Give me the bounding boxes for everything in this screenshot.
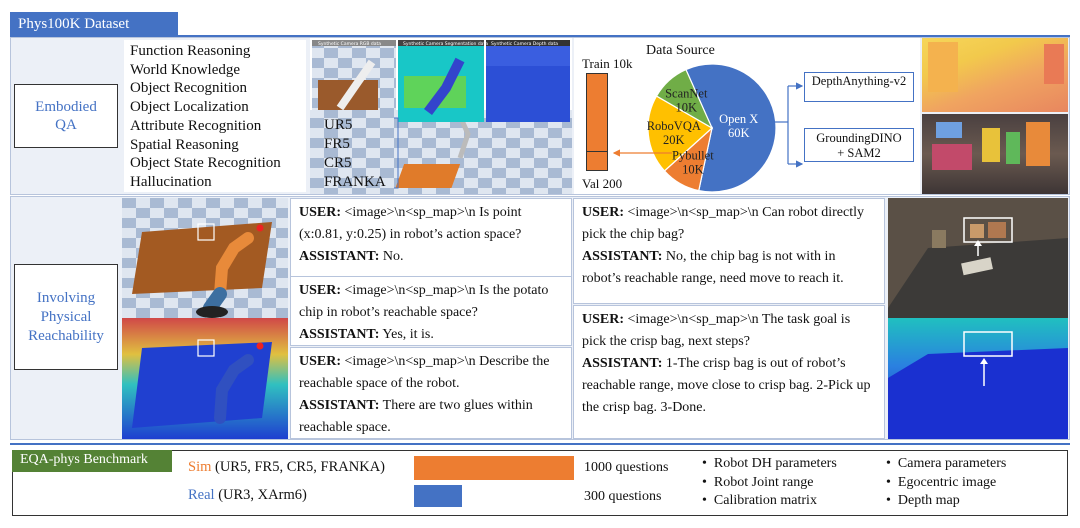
sim-tab-depth: Synthetic Camera Depth data — [491, 42, 559, 47]
real-question-count: 300 questions — [584, 489, 662, 504]
sim-question-count: 1000 questions — [584, 460, 669, 475]
user-question-2: <image>\n<sp_map>\n Is the potato chip in robot’s reachable space? — [299, 283, 549, 320]
assistant-answer-2: Yes, it is. — [382, 327, 434, 342]
sim-benchmark-label — [188, 459, 385, 476]
pie-value-scannet: 10K — [675, 100, 698, 115]
pie-arrows — [604, 60, 804, 190]
benchmark-title-tab — [12, 450, 172, 472]
real-questions-bar — [414, 485, 462, 507]
real-rgb-image — [888, 198, 1068, 318]
pie-label-pybullet: Pybullet — [672, 148, 714, 163]
qa-cell-3 — [290, 347, 572, 439]
task-item: Spatial Reasoning — [130, 136, 239, 153]
dataset-title: Phys100K Dataset — [18, 16, 130, 32]
robot-item: UR5 — [324, 117, 353, 133]
feature-item: • Egocentric image — [886, 474, 997, 490]
feature-item: • Robot DH parameters — [702, 456, 837, 471]
task-item: Attribute Recognition — [130, 117, 262, 134]
feature-list-2 — [886, 455, 1006, 511]
robot-list — [324, 116, 394, 192]
assistant-answer-4: No, the chip bag is not with in robot’s reachable range, need move to reach it. — [582, 249, 844, 286]
user-tag: USER: — [582, 205, 625, 220]
feature-list-1 — [702, 455, 837, 511]
depth-estimation-image — [922, 38, 1068, 112]
user-tag: USER: — [299, 205, 342, 220]
qa-cell-1 — [290, 198, 572, 282]
pie-value-robovqa: 20K — [663, 133, 685, 148]
user-tag: USER: — [582, 312, 625, 327]
sim-tab-seg: Synthetic Camera Segmentation data — [403, 42, 488, 47]
pie-label-scannet: ScanNet — [665, 86, 708, 101]
depth-model-box — [804, 72, 914, 102]
assistant-tag: ASSISTANT: — [299, 327, 380, 342]
user-question-4: <image>\n<sp_map>\n Can robot directly pick the chip bag? — [582, 205, 864, 242]
sim-robots: (UR5, FR5, CR5, FRANKA) — [211, 459, 385, 475]
task-item: Object Localization — [130, 99, 249, 116]
reachability-label-line2: Physical — [40, 308, 92, 325]
assistant-tag: ASSISTANT: — [299, 249, 380, 264]
grounding-model-box — [804, 128, 914, 162]
grounding-model-line2: + SAM2 — [837, 146, 881, 160]
task-item: World Knowledge — [130, 61, 241, 78]
task-item: Hallucination — [130, 173, 212, 190]
robot-item: FR5 — [324, 136, 350, 152]
real-benchmark-label — [188, 487, 307, 504]
robot-item: FRANKA — [324, 174, 386, 190]
sim-word: Sim — [188, 459, 212, 475]
reachability-label — [14, 264, 118, 370]
sim-rgb-image — [122, 198, 288, 318]
feature-item: • Calibration matrix — [702, 493, 817, 508]
feature-item: • Robot Joint range — [702, 474, 814, 490]
real-robots: (UR3, XArm6) — [214, 487, 307, 503]
pie-value-pybullet: 10K — [682, 162, 704, 177]
user-question-3: <image>\n<sp_map>\n Describe the reachable space of the robot. — [299, 354, 550, 391]
dataset-title-tab — [10, 12, 178, 36]
qa-cell-5 — [573, 305, 885, 439]
assistant-answer-1: No. — [382, 249, 404, 264]
qa-cell-4 — [573, 198, 885, 304]
assistant-answer-5: 1-The crisp bag is out of robot’s reachable range, move close to crisp bag. 2-Pick up the crisp bag. 3-Done. — [582, 356, 871, 415]
user-question-5: <image>\n<sp_map>\n The task goal is pick the crisp bag, next steps? — [582, 312, 851, 349]
bench-rule — [10, 443, 1070, 445]
embodied-qa-label-line1: Embodied — [35, 99, 97, 115]
grounding-model-line1: GroundingDINO — [816, 131, 902, 145]
sim-tab-rgb: Synthetic Camera RGB data — [318, 42, 382, 47]
task-item: Object Recognition — [130, 80, 248, 97]
depth-model-label: DepthAnything-v2 — [811, 74, 907, 88]
embodied-qa-label — [14, 84, 118, 148]
user-tag: USER: — [299, 354, 342, 369]
qa-cell-2 — [290, 276, 572, 346]
embodied-qa-label-line2: QA — [55, 117, 77, 133]
assistant-answer-3: There are two glues within reachable space. — [299, 398, 533, 435]
feature-item: • Depth map — [886, 493, 960, 508]
user-tag: USER: — [299, 283, 342, 298]
sim-questions-bar — [414, 456, 574, 480]
assistant-tag: ASSISTANT: — [299, 398, 380, 413]
data-source-title: Data Source — [646, 43, 715, 58]
assistant-tag: ASSISTANT: — [582, 249, 663, 264]
pie-value-open-x: 60K — [727, 126, 750, 141]
feature-item: • Camera parameters — [886, 456, 1007, 471]
pie-label-open-x: Open X — [719, 112, 759, 127]
train-label: Train 10k — [582, 56, 633, 71]
task-list — [124, 40, 306, 192]
real-depth-image — [888, 318, 1068, 439]
reachability-label-line3: Reachability — [28, 327, 104, 344]
user-question-1: <image>\n<sp_map>\n Is point (x:0.81, y:0.25) in robot’s action space? — [299, 205, 522, 242]
sim-depth-image — [122, 318, 288, 439]
assistant-tag: ASSISTANT: — [582, 356, 663, 371]
real-word: Real — [188, 487, 215, 503]
benchmark-title: EQA-phys Benchmark — [20, 452, 148, 467]
reachability-label-line1: Involving — [36, 289, 96, 306]
pie-label-robovqa: RoboVQA — [646, 119, 701, 134]
robot-item: CR5 — [324, 155, 352, 171]
task-item: Function Reasoning — [130, 43, 251, 59]
val-label: Val 200 — [582, 176, 623, 191]
task-item: Object State Recognition — [130, 155, 281, 172]
segmentation-image — [922, 114, 1068, 194]
